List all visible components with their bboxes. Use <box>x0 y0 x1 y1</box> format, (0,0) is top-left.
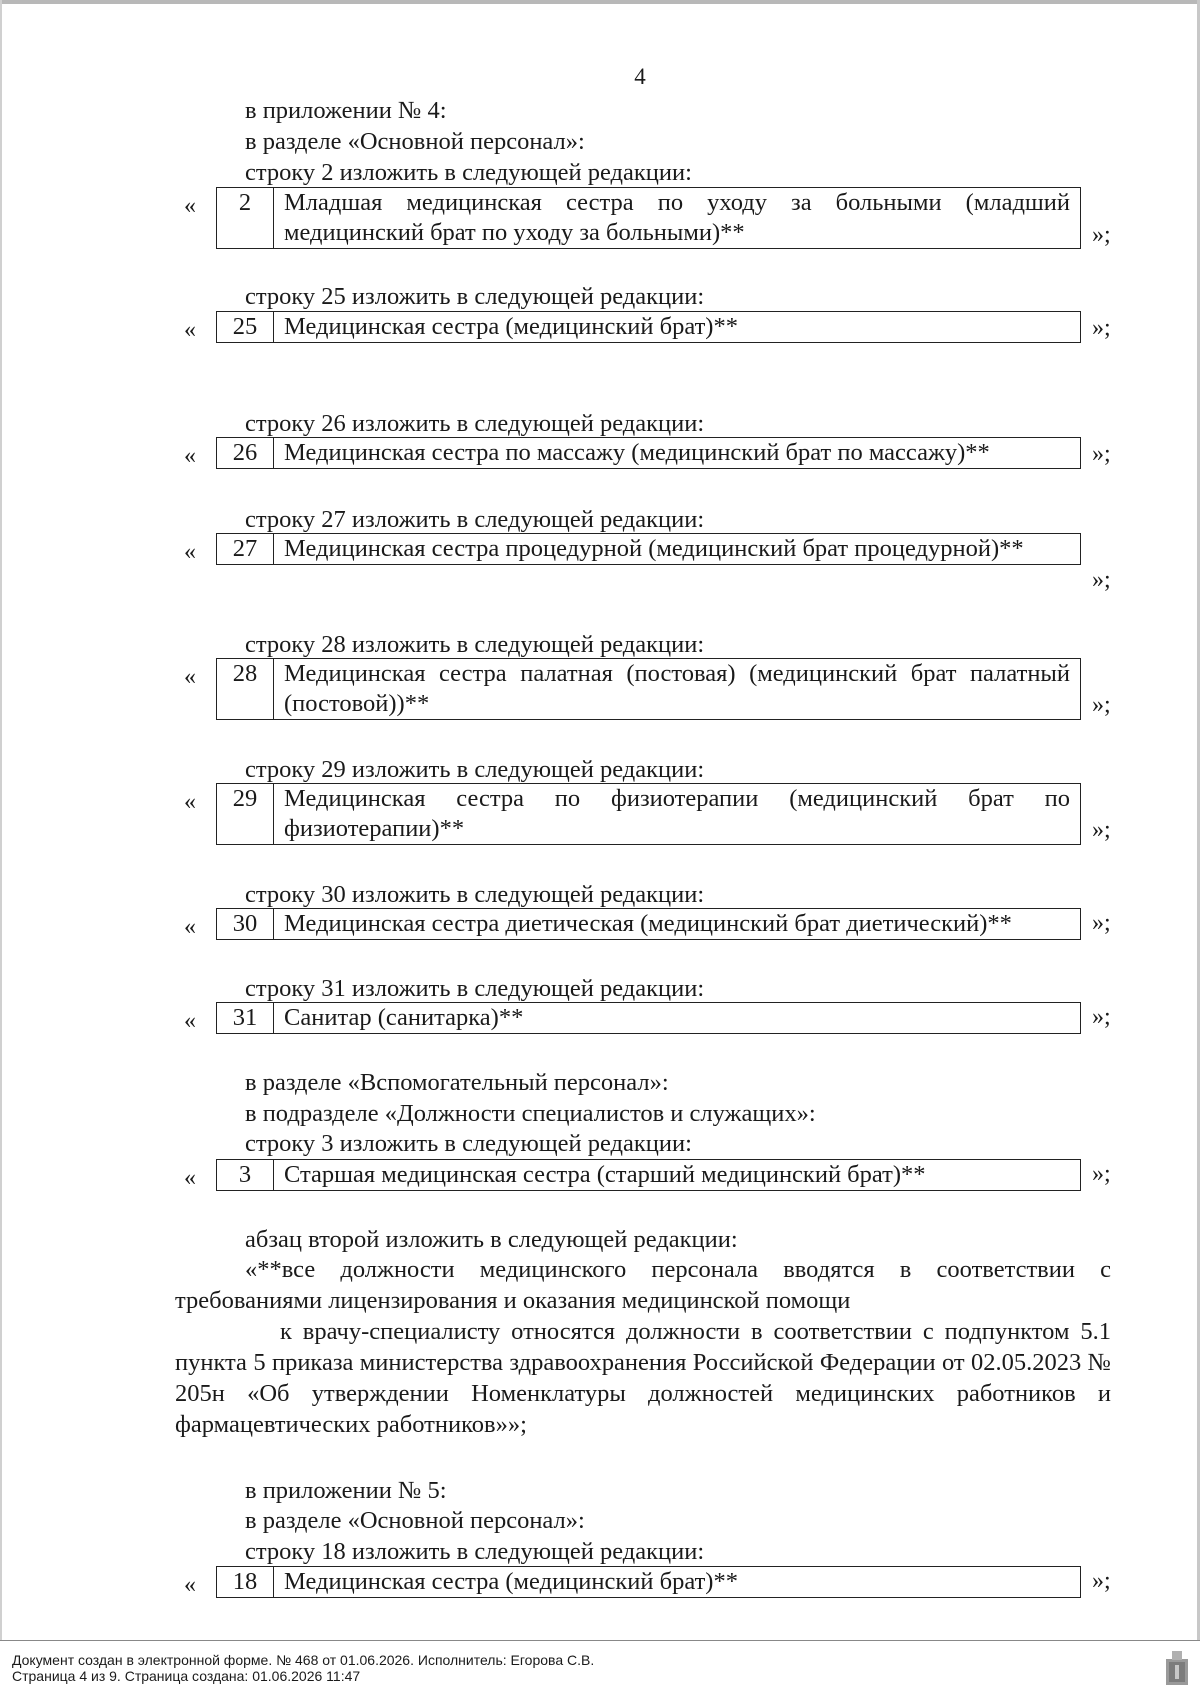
row-number: 27 <box>217 534 274 564</box>
row-number: 25 <box>217 312 274 342</box>
page-number: 4 <box>634 64 646 89</box>
table-row <box>216 533 1081 565</box>
scan-edge-top <box>0 0 1200 4</box>
document-footer <box>0 1640 1200 1699</box>
coat-of-arms-icon <box>1164 1649 1190 1687</box>
quote-open: « <box>184 1165 196 1191</box>
row-text: Медицинская сестра (медицинский брат)** <box>284 313 738 340</box>
table-row <box>216 1159 1081 1191</box>
quote-close: »; <box>1092 910 1111 936</box>
appendix-line: в приложении № 5: <box>245 1477 447 1504</box>
instruction-line: строку 28 изложить в следующей редакции: <box>245 631 705 658</box>
quote-open: « <box>184 1008 196 1034</box>
quote-close: »; <box>1092 1004 1111 1030</box>
quote-close: »; <box>1092 817 1111 843</box>
instruction-line: строку 29 изложить в следующей редакции: <box>245 756 705 783</box>
row-number: 3 <box>217 1160 274 1190</box>
appendix-line: строку 18 изложить в следующей редакции: <box>245 1538 705 1565</box>
quote-close: »; <box>1092 1568 1111 1594</box>
intro-line: в разделе «Основной персонал»: <box>245 128 585 155</box>
quote-close: »; <box>1092 222 1111 248</box>
quote-open: « <box>184 664 196 690</box>
quote-open: « <box>184 914 196 940</box>
appendix-line: в разделе «Основной персонал»: <box>245 1507 585 1534</box>
paragraph-heading: абзац второй изложить в следующей редакции: <box>245 1226 738 1253</box>
row-number: 18 <box>217 1567 274 1597</box>
row-text: Медицинская сестра по массажу (медицинский брат по массажу)** <box>284 439 990 466</box>
table-row <box>216 783 1081 845</box>
quote-open: « <box>184 193 196 219</box>
quote-close: »; <box>1092 1161 1111 1187</box>
scan-edge-left <box>0 0 2 1698</box>
row-text: Старшая медицинская сестра (старший медицинский брат)** <box>284 1161 926 1188</box>
instruction-line: строку 25 изложить в следующей редакции: <box>245 283 705 310</box>
quote-open: « <box>184 789 196 815</box>
row-text: Медицинская сестра процедурной (медицинский брат процедурной)** <box>284 535 1024 562</box>
quote-open: « <box>184 317 196 343</box>
quote-close: »; <box>1092 441 1111 467</box>
row-number: 29 <box>217 784 274 844</box>
instruction-line: строку 27 изложить в следующей редакции: <box>245 506 705 533</box>
row-text: Медицинская сестра диетическая (медицинский брат диетический)** <box>284 910 1012 937</box>
quote-close: »; <box>1092 567 1111 593</box>
instruction-line: строку 30 изложить в следующей редакции: <box>245 881 705 908</box>
intro-line: строку 2 изложить в следующей редакции: <box>245 159 692 186</box>
row-text: Медицинская сестра палатная (постовая) (медицинский брат палатный (постовой))** <box>284 660 1070 717</box>
quote-open: « <box>184 443 196 469</box>
quote-open: « <box>184 539 196 565</box>
instruction-line: строку 26 изложить в следующей редакции: <box>245 410 705 437</box>
row-number: 2 <box>217 188 274 248</box>
table-row <box>216 437 1081 469</box>
row-text: Санитар (санитарка)** <box>284 1004 524 1031</box>
footer-created-line: Документ создан в электронной форме. № 468 от 01.06.2026. Исполнитель: Егорова С.В. <box>12 1652 595 1668</box>
row-number: 26 <box>217 438 274 468</box>
footnote-paragraph-2: к врачу-специалисту относятся должности в соответствии с подпунктом 5.1 пункта 5 приказа министерства здравоохранения Российской Федерации от 02.05.2023 № 205н «Об утверждении Номенклатуры должностей медицинских работников и фармацевтических работников»»; <box>175 1318 1111 1438</box>
section-line: строку 3 изложить в следующей редакции: <box>245 1130 692 1157</box>
footnote-paragraph-1: «**все должности медицинского персонала вводятся в соответствии с требованиями лицензирования и оказания медицинской помощи <box>175 1256 1111 1314</box>
table-row <box>216 311 1081 343</box>
footer-page-line: Страница 4 из 9. Страница создана: 01.06.2026 11:47 <box>12 1668 361 1684</box>
table-row <box>216 187 1081 249</box>
quote-close: »; <box>1092 692 1111 718</box>
instruction-line: строку 31 изложить в следующей редакции: <box>245 975 705 1002</box>
row-text: Медицинская сестра (медицинский брат)** <box>284 1568 738 1595</box>
quote-close: »; <box>1092 315 1111 341</box>
table-row <box>216 1002 1081 1034</box>
table-row <box>216 908 1081 940</box>
table-row <box>216 1566 1081 1598</box>
section-line: в подразделе «Должности специалистов и служащих»: <box>245 1100 816 1127</box>
row-text: Медицинская сестра по физиотерапии (медицинский брат по физиотерапии)** <box>284 785 1070 842</box>
intro-line: в приложении № 4: <box>245 97 447 124</box>
section-line: в разделе «Вспомогательный персонал»: <box>245 1069 669 1096</box>
quote-open: « <box>184 1572 196 1598</box>
row-number: 30 <box>217 909 274 939</box>
row-text: Младшая медицинская сестра по уходу за больными (младший медицинский брат по уходу за больными)** <box>284 189 1070 246</box>
row-number: 28 <box>217 659 274 719</box>
table-row <box>216 658 1081 720</box>
row-number: 31 <box>217 1003 274 1033</box>
